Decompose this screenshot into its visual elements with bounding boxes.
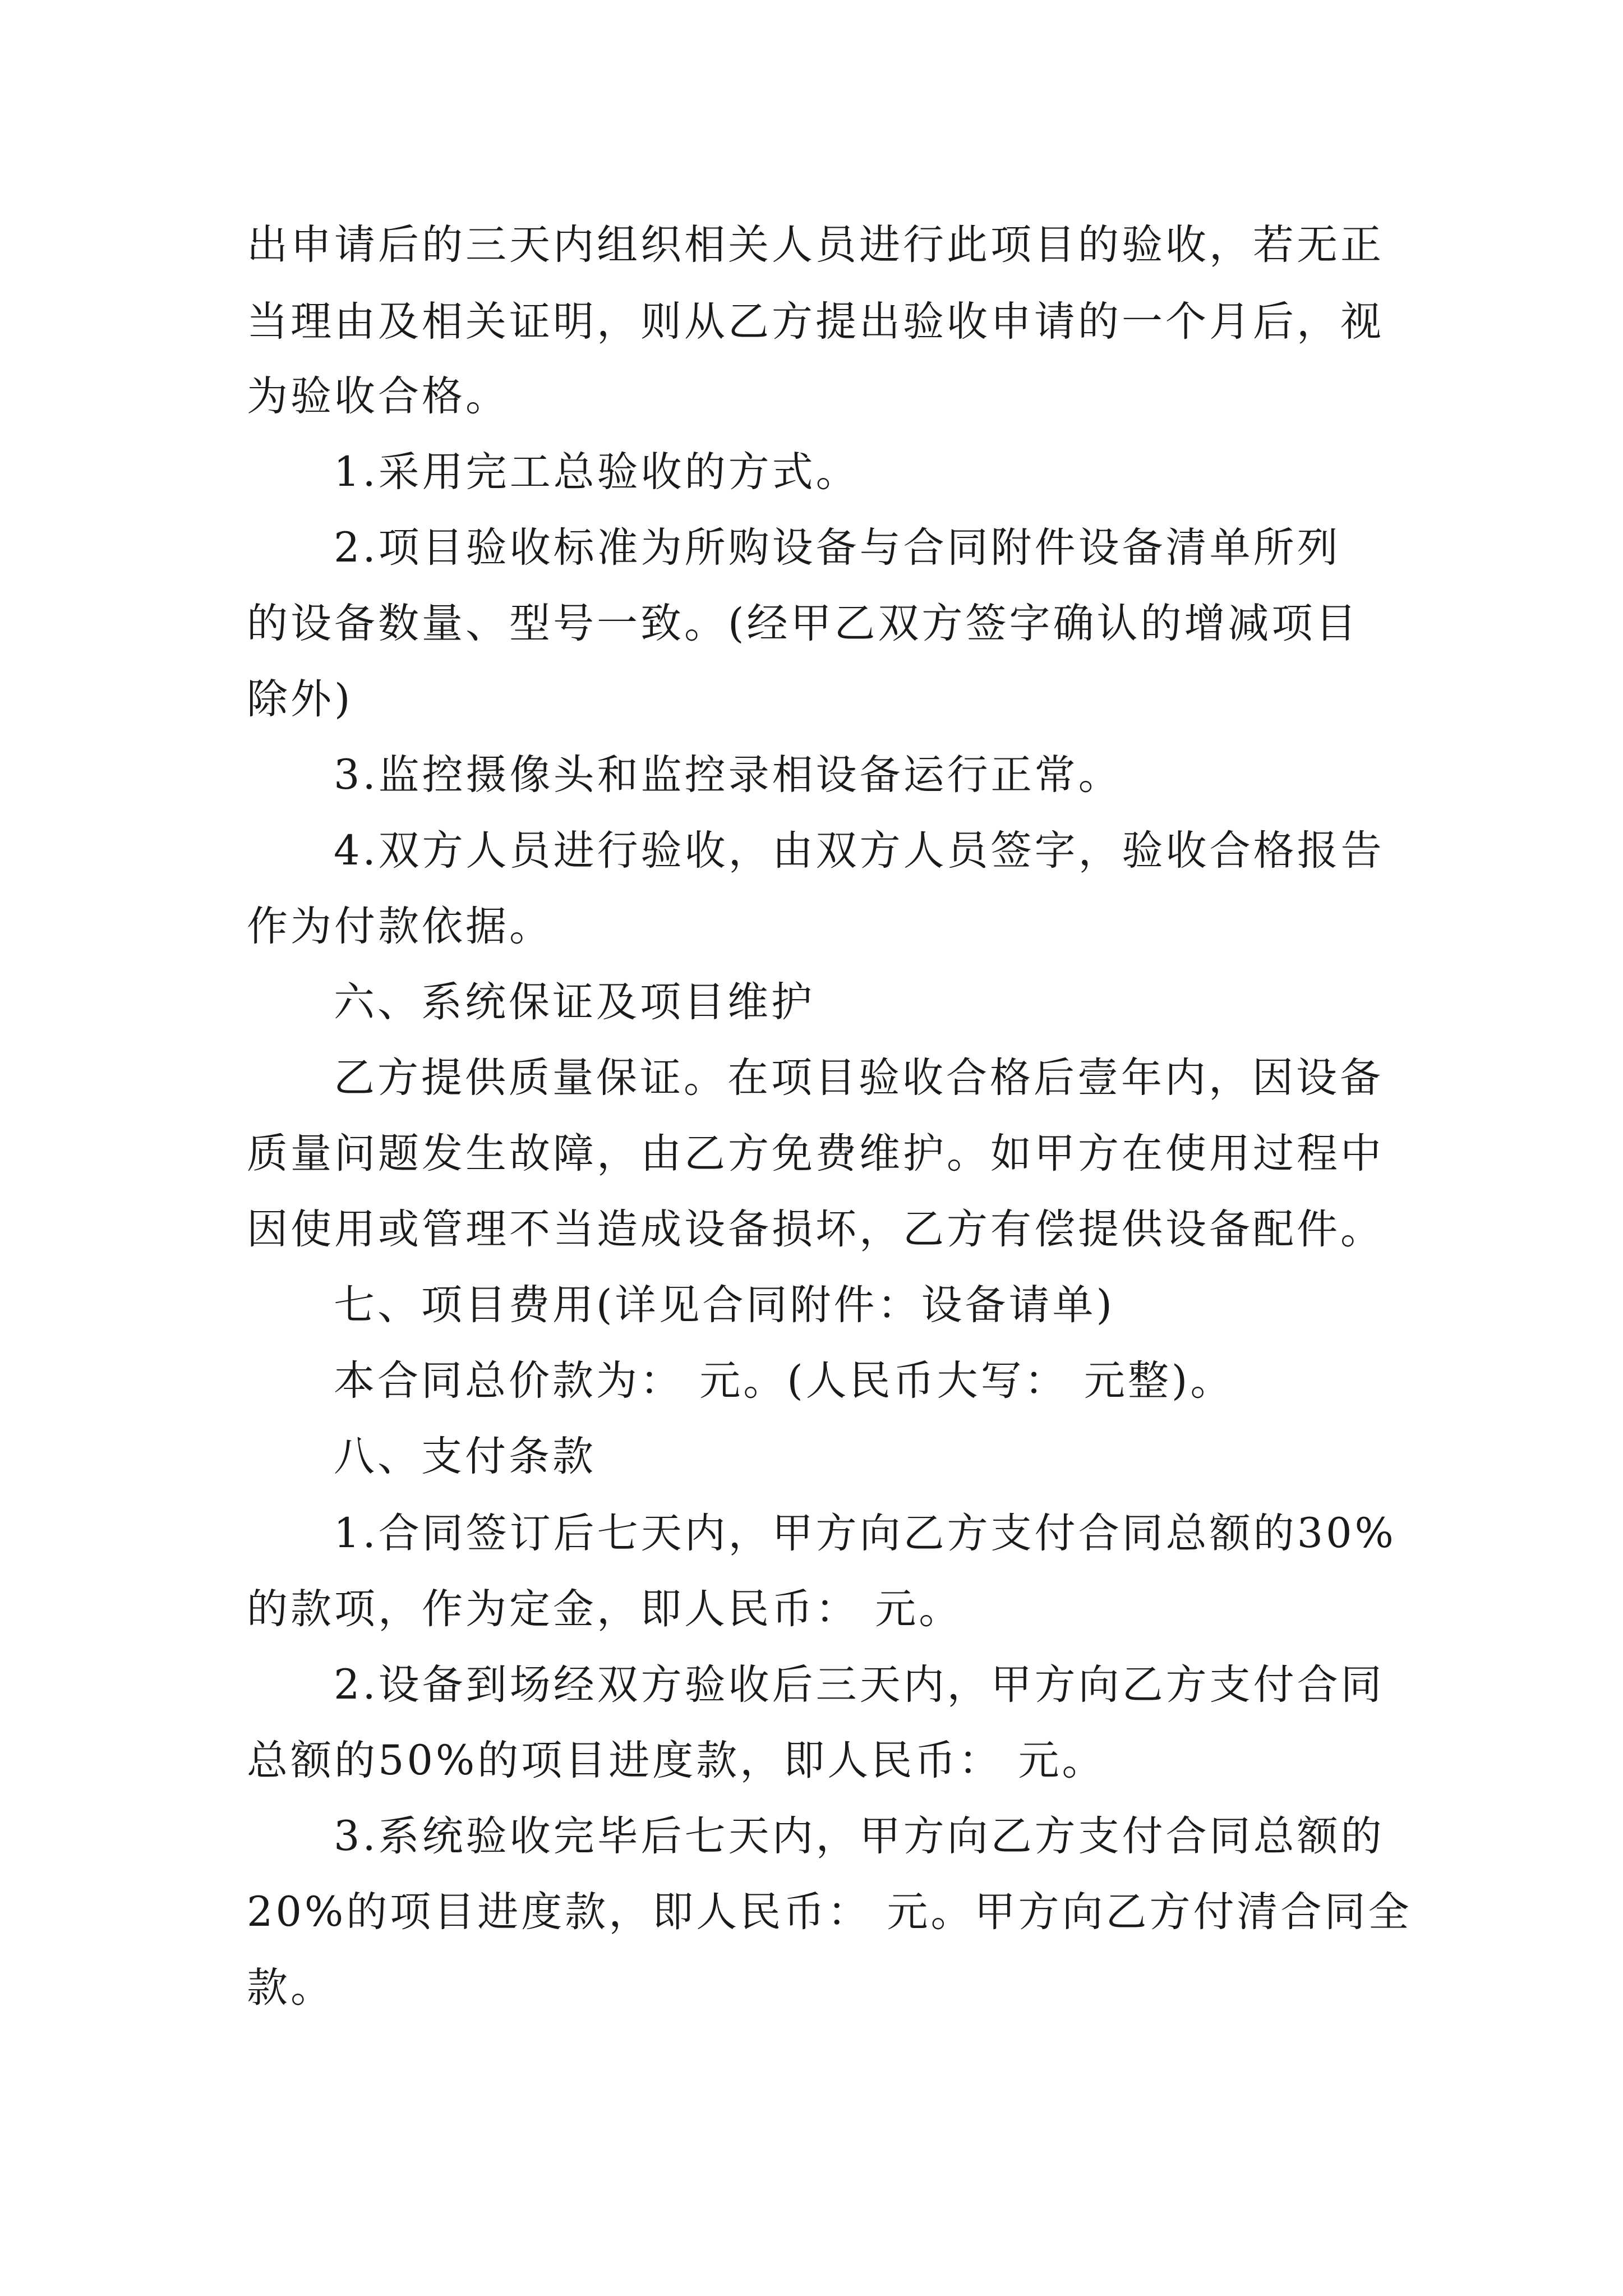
text-line: 为验收合格。	[247, 372, 509, 420]
text-line: 的设备数量、型号一致。(经甲乙双方签字确认的增减项目	[247, 600, 1359, 647]
list-item-2: 2.设备到场经双方验收后三天内，甲方向乙方支付合同	[334, 1661, 1385, 1709]
paragraph-line: 乙方提供质量保证。在项目验收合格后壹年内，因设备	[334, 1054, 1384, 1102]
text-line: 款。	[247, 1964, 334, 2012]
list-item-4: 4.双方人员进行验收，由双方人员签字，验收合格报告	[334, 827, 1385, 875]
text-line: 因使用或管理不当造成设备损坏，乙方有偿提供设备配件。	[247, 1205, 1384, 1253]
section-heading: 七、项目费用(详见合同附件：设备请单)	[334, 1281, 1115, 1329]
text-line: 作为付款依据。	[247, 903, 553, 950]
list-item-2: 2.项目验收标准为所购设备与合同附件设备清单所列	[334, 524, 1341, 572]
section-heading: 六、系统保证及项目维护	[334, 978, 815, 1026]
text-line: 的款项，作为定金，即人民币： 元。	[247, 1585, 963, 1633]
list-item-1: 1.合同签订后七天内，甲方向乙方支付合同总额的30%	[334, 1510, 1396, 1557]
list-item-1: 1.采用完工总验收的方式。	[334, 448, 860, 496]
list-item-3: 3.系统验收完毕后七天内，甲方向乙方支付合同总额的	[334, 1812, 1385, 1860]
text-line: 20%的项目进度款，即人民币： 元。甲方向乙方付清合同全	[247, 1888, 1412, 1936]
text-line: 质量问题发生故障，由乙方免费维护。如甲方在使用过程中	[247, 1130, 1384, 1177]
text-line: 出申请后的三天内组织相关人员进行此项目的验收，若无正	[247, 221, 1384, 269]
text-line: 当理由及相关证明，则从乙方提出验收申请的一个月后，视	[247, 298, 1384, 346]
paragraph-line: 本合同总价款为： 元。(人民币大写： 元整)。	[334, 1357, 1234, 1405]
section-heading: 八、支付条款	[334, 1433, 596, 1480]
text-line: 总额的50%的项目进度款，即人民币： 元。	[247, 1737, 1106, 1784]
text-line: 除外)	[247, 675, 353, 723]
list-item-3: 3.监控摄像头和监控录相设备运行正常。	[334, 751, 1122, 799]
